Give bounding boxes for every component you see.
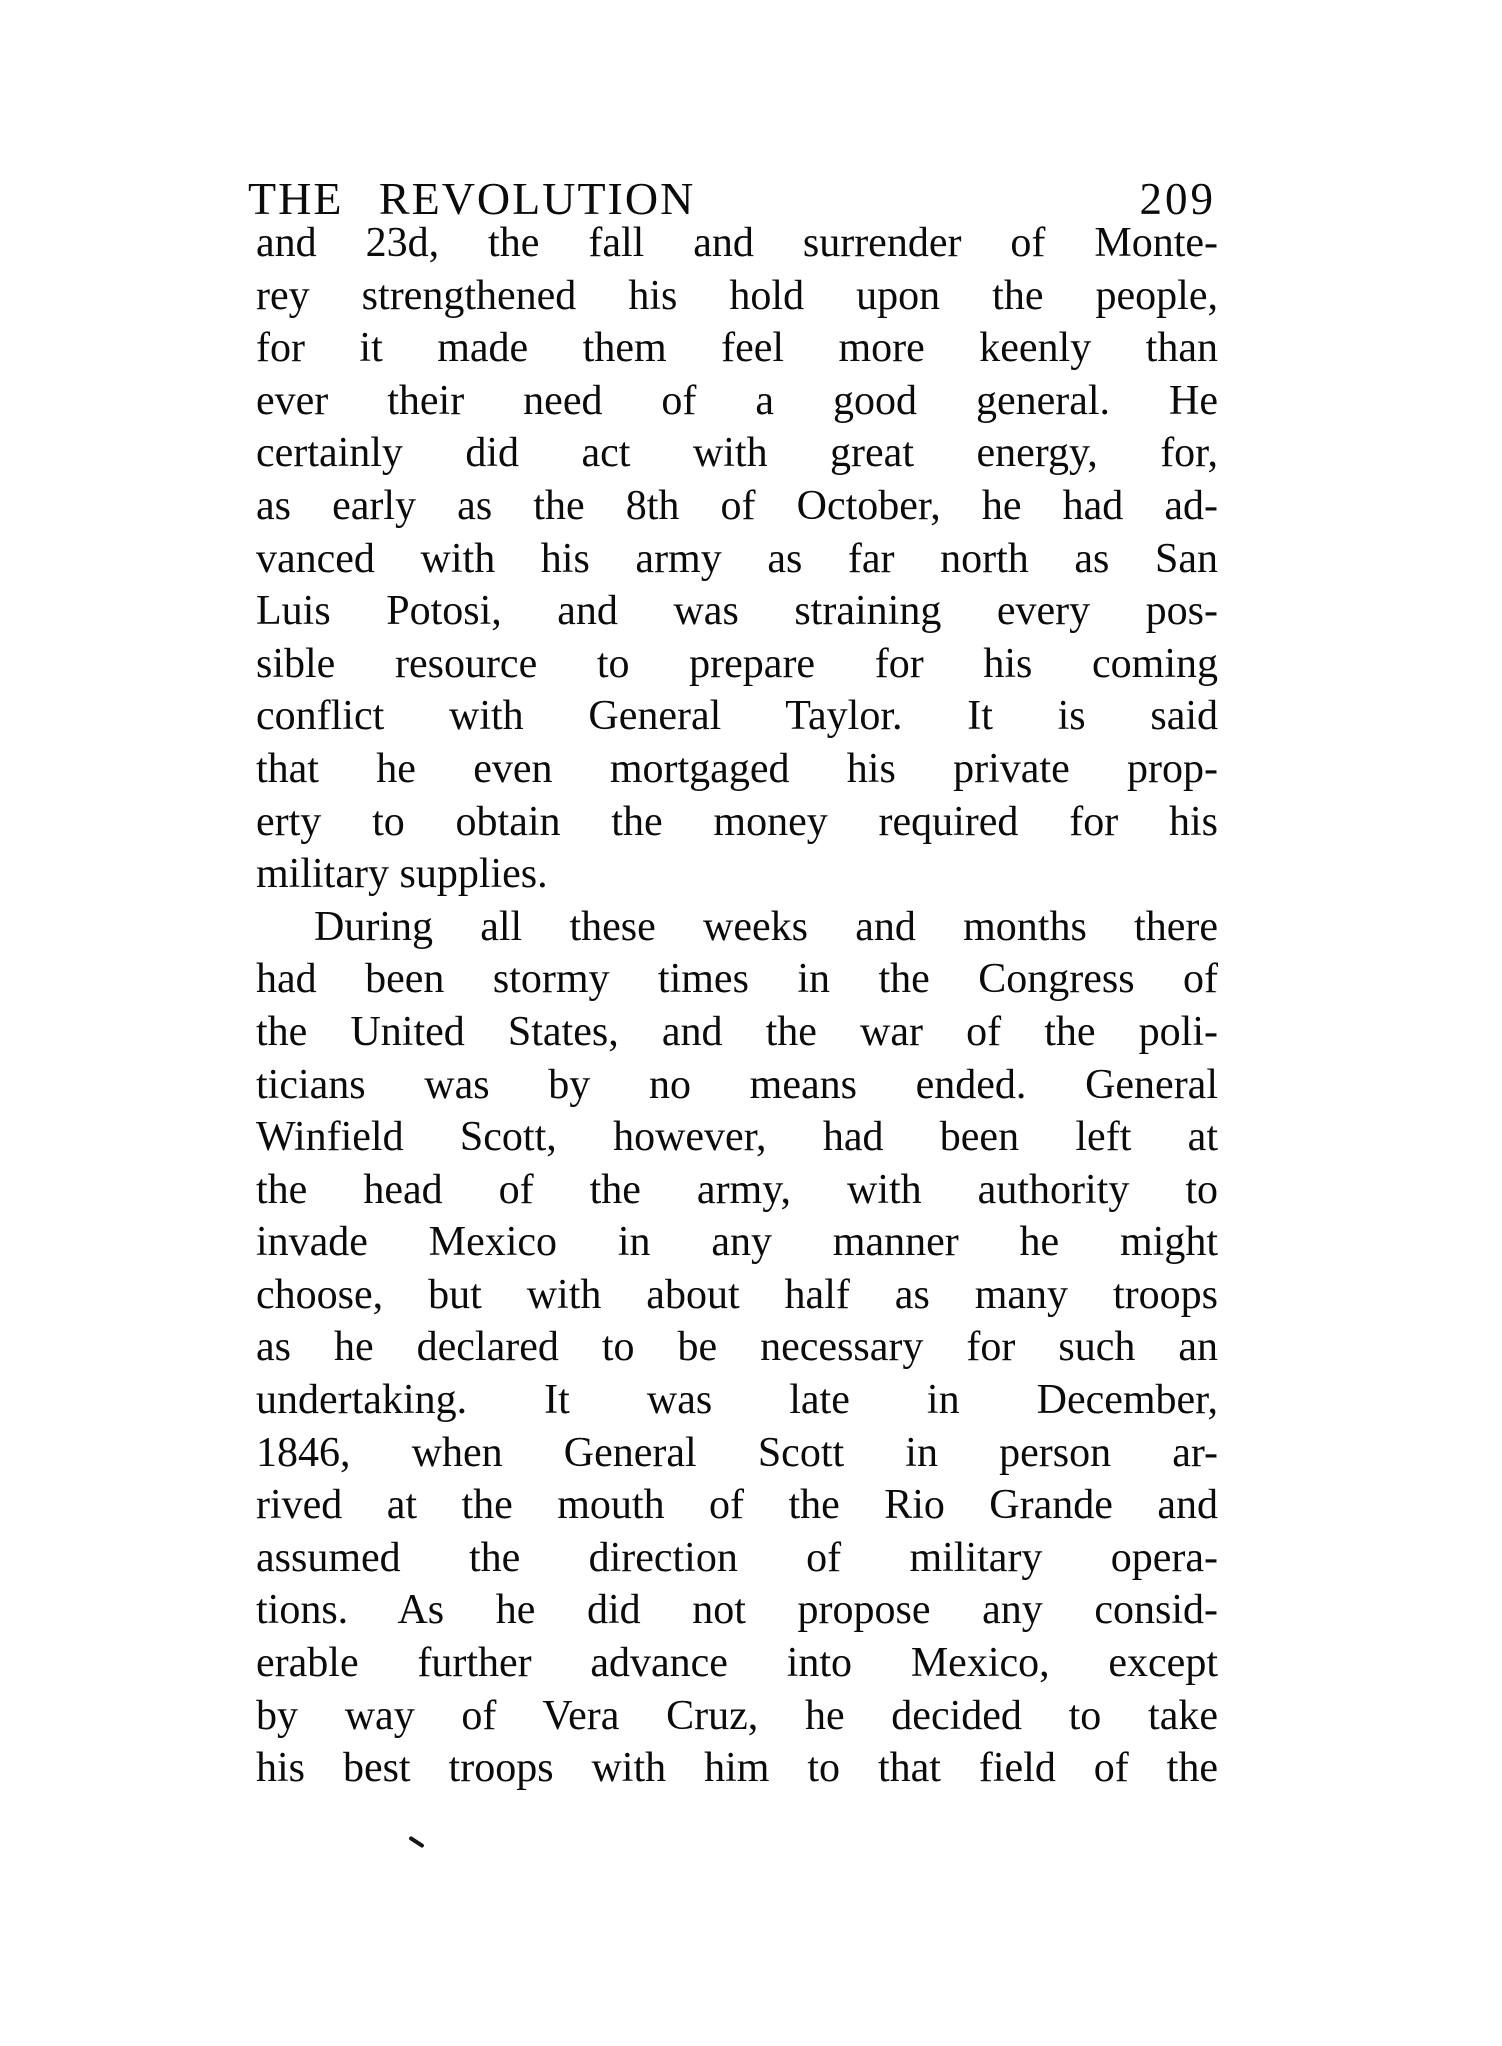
- page-number: 209: [1139, 174, 1216, 224]
- text-line: undertaking. It was late in December,: [256, 1377, 1218, 1424]
- text-line: by way of Vera Cruz, he decided to take: [256, 1692, 1218, 1739]
- text-line: erty to obtain the money required for his: [256, 798, 1218, 845]
- text-line: ever their need of a good general. He: [256, 377, 1218, 424]
- text-line: as early as the 8th of October, he had ad-: [256, 482, 1218, 529]
- scan-speck-mark: [408, 1836, 424, 1849]
- text-line: sible resource to prepare for his coming: [256, 640, 1218, 687]
- text-line: rived at the mouth of the Rio Grande and: [256, 1482, 1218, 1529]
- text-line: had been stormy times in the Congress of: [256, 956, 1218, 1003]
- text-line: certainly did act with great energy, for,: [256, 430, 1218, 477]
- text-line: conflict with General Taylor. It is said: [256, 693, 1218, 740]
- running-head-title: THE REVOLUTION: [248, 173, 696, 224]
- text-line: assumed the direction of military opera-: [256, 1534, 1218, 1581]
- text-line: military supplies.: [256, 851, 548, 898]
- text-line: vanced with his army as far north as San: [256, 535, 1218, 582]
- text-line: that he even mortgaged his private prop-: [256, 745, 1218, 792]
- text-line: for it made them feel more keenly than: [256, 325, 1218, 372]
- body-text: [256, 217, 1218, 1795]
- text-line: the United States, and the war of the poli-: [256, 1008, 1218, 1055]
- text-line: and 23d, the fall and surrender of Monte-: [256, 220, 1218, 266]
- text-line: erable further advance into Mexico, except: [256, 1640, 1218, 1687]
- text-line: tions. As he did not propose any consid-: [256, 1587, 1218, 1634]
- text-line: invade Mexico in any manner he might: [256, 1219, 1218, 1266]
- text-line: ticians was by no means ended. General: [256, 1061, 1218, 1108]
- text-line: During all these weeks and months there: [314, 903, 1218, 950]
- text-line: the head of the army, with authority to: [256, 1166, 1218, 1213]
- text-line: as he declared to be necessary for such an: [256, 1324, 1218, 1371]
- text-line: Luis Potosi, and was straining every pos-: [256, 588, 1218, 635]
- text-line: his best troops with him to that field of the: [256, 1745, 1218, 1792]
- text-line: choose, but with about half as many troops: [256, 1271, 1218, 1318]
- text-line: Winfield Scott, however, had been left at: [256, 1114, 1218, 1161]
- text-line: rey strengthened his hold upon the people,: [256, 272, 1218, 319]
- text-line: 1846, when General Scott in person ar-: [256, 1429, 1218, 1476]
